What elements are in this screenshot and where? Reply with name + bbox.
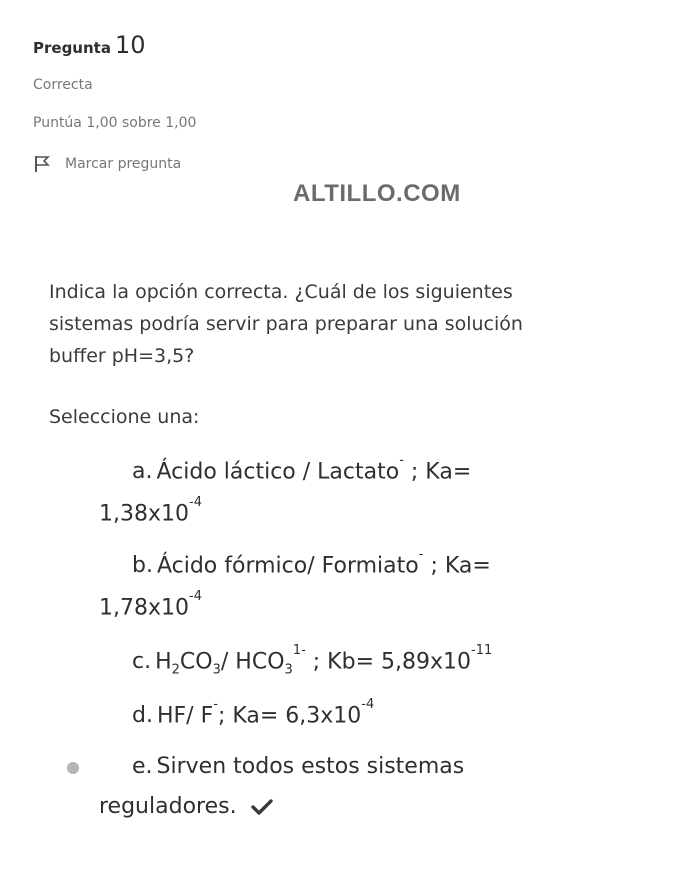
option-constant: ; Ka= 6,3x10 <box>217 703 362 729</box>
question-text <box>49 276 589 372</box>
option-letter: b. <box>132 553 153 579</box>
option-c[interactable] <box>132 634 492 694</box>
flag-question-link[interactable] <box>33 155 293 173</box>
option-superscript: - <box>418 547 424 562</box>
option-subscript: 3 <box>284 662 293 678</box>
option-constant: ; Ka= <box>410 459 472 485</box>
flag-icon <box>33 155 51 173</box>
option-formula: CO <box>179 649 213 675</box>
option-letter: e. <box>132 754 153 779</box>
option-exponent: -4 <box>189 589 202 604</box>
question-grade: Puntúa 1,00 sobre 1,00 <box>33 115 197 131</box>
option-d[interactable] <box>132 688 374 739</box>
option-value: 1,38x10 <box>99 501 189 527</box>
watermark: ALTILLO.COM <box>293 180 461 207</box>
option-constant: ; Ka= <box>430 553 491 579</box>
select-one-prompt: Seleccione una: <box>49 406 200 428</box>
option-text: Ácido fórmico/ Formiato <box>156 553 419 579</box>
checkmark-icon <box>251 798 273 816</box>
option-e-radio-selected[interactable] <box>67 762 79 774</box>
option-text: Sirven todos estos sistemas <box>156 754 465 779</box>
option-text: Ácido láctico / Lactato <box>156 459 400 485</box>
option-formula: / HCO <box>220 649 285 675</box>
option-subscript: 2 <box>171 662 180 678</box>
flag-question-label: Marcar pregunta <box>65 156 182 172</box>
option-letter: d. <box>132 703 153 729</box>
option-text: HF/ F <box>156 703 214 729</box>
question-info <box>33 30 293 173</box>
option-constant: ; Kb= 5,89x10 <box>312 649 472 675</box>
question-number-value: 10 <box>114 31 146 59</box>
option-text: reguladores. <box>99 794 237 819</box>
question-text-line: buffer pH=3,5? <box>49 345 195 367</box>
option-letter: c. <box>132 649 152 675</box>
option-a-value <box>99 486 202 537</box>
question-label: Pregunta <box>33 39 111 57</box>
option-letter: a. <box>132 459 153 485</box>
question-text-line: sistemas podría servir para preparar una solución <box>49 313 523 335</box>
option-superscript: 1- <box>292 643 306 658</box>
option-exponent: -4 <box>189 495 202 510</box>
option-superscript: - <box>213 697 218 712</box>
option-b-value <box>99 580 202 631</box>
question-text-line: Indica la opción correcta. ¿Cuál de los siguientes <box>49 281 513 303</box>
question-number <box>33 30 293 63</box>
option-exponent: -11 <box>471 643 493 658</box>
option-exponent: -4 <box>361 697 375 712</box>
option-value: 1,78x10 <box>99 595 189 621</box>
option-e-continued <box>99 784 273 830</box>
option-subscript: 3 <box>212 662 221 678</box>
option-formula: H <box>155 649 172 675</box>
option-superscript: - <box>399 453 404 468</box>
question-state: Correcta <box>33 77 93 93</box>
